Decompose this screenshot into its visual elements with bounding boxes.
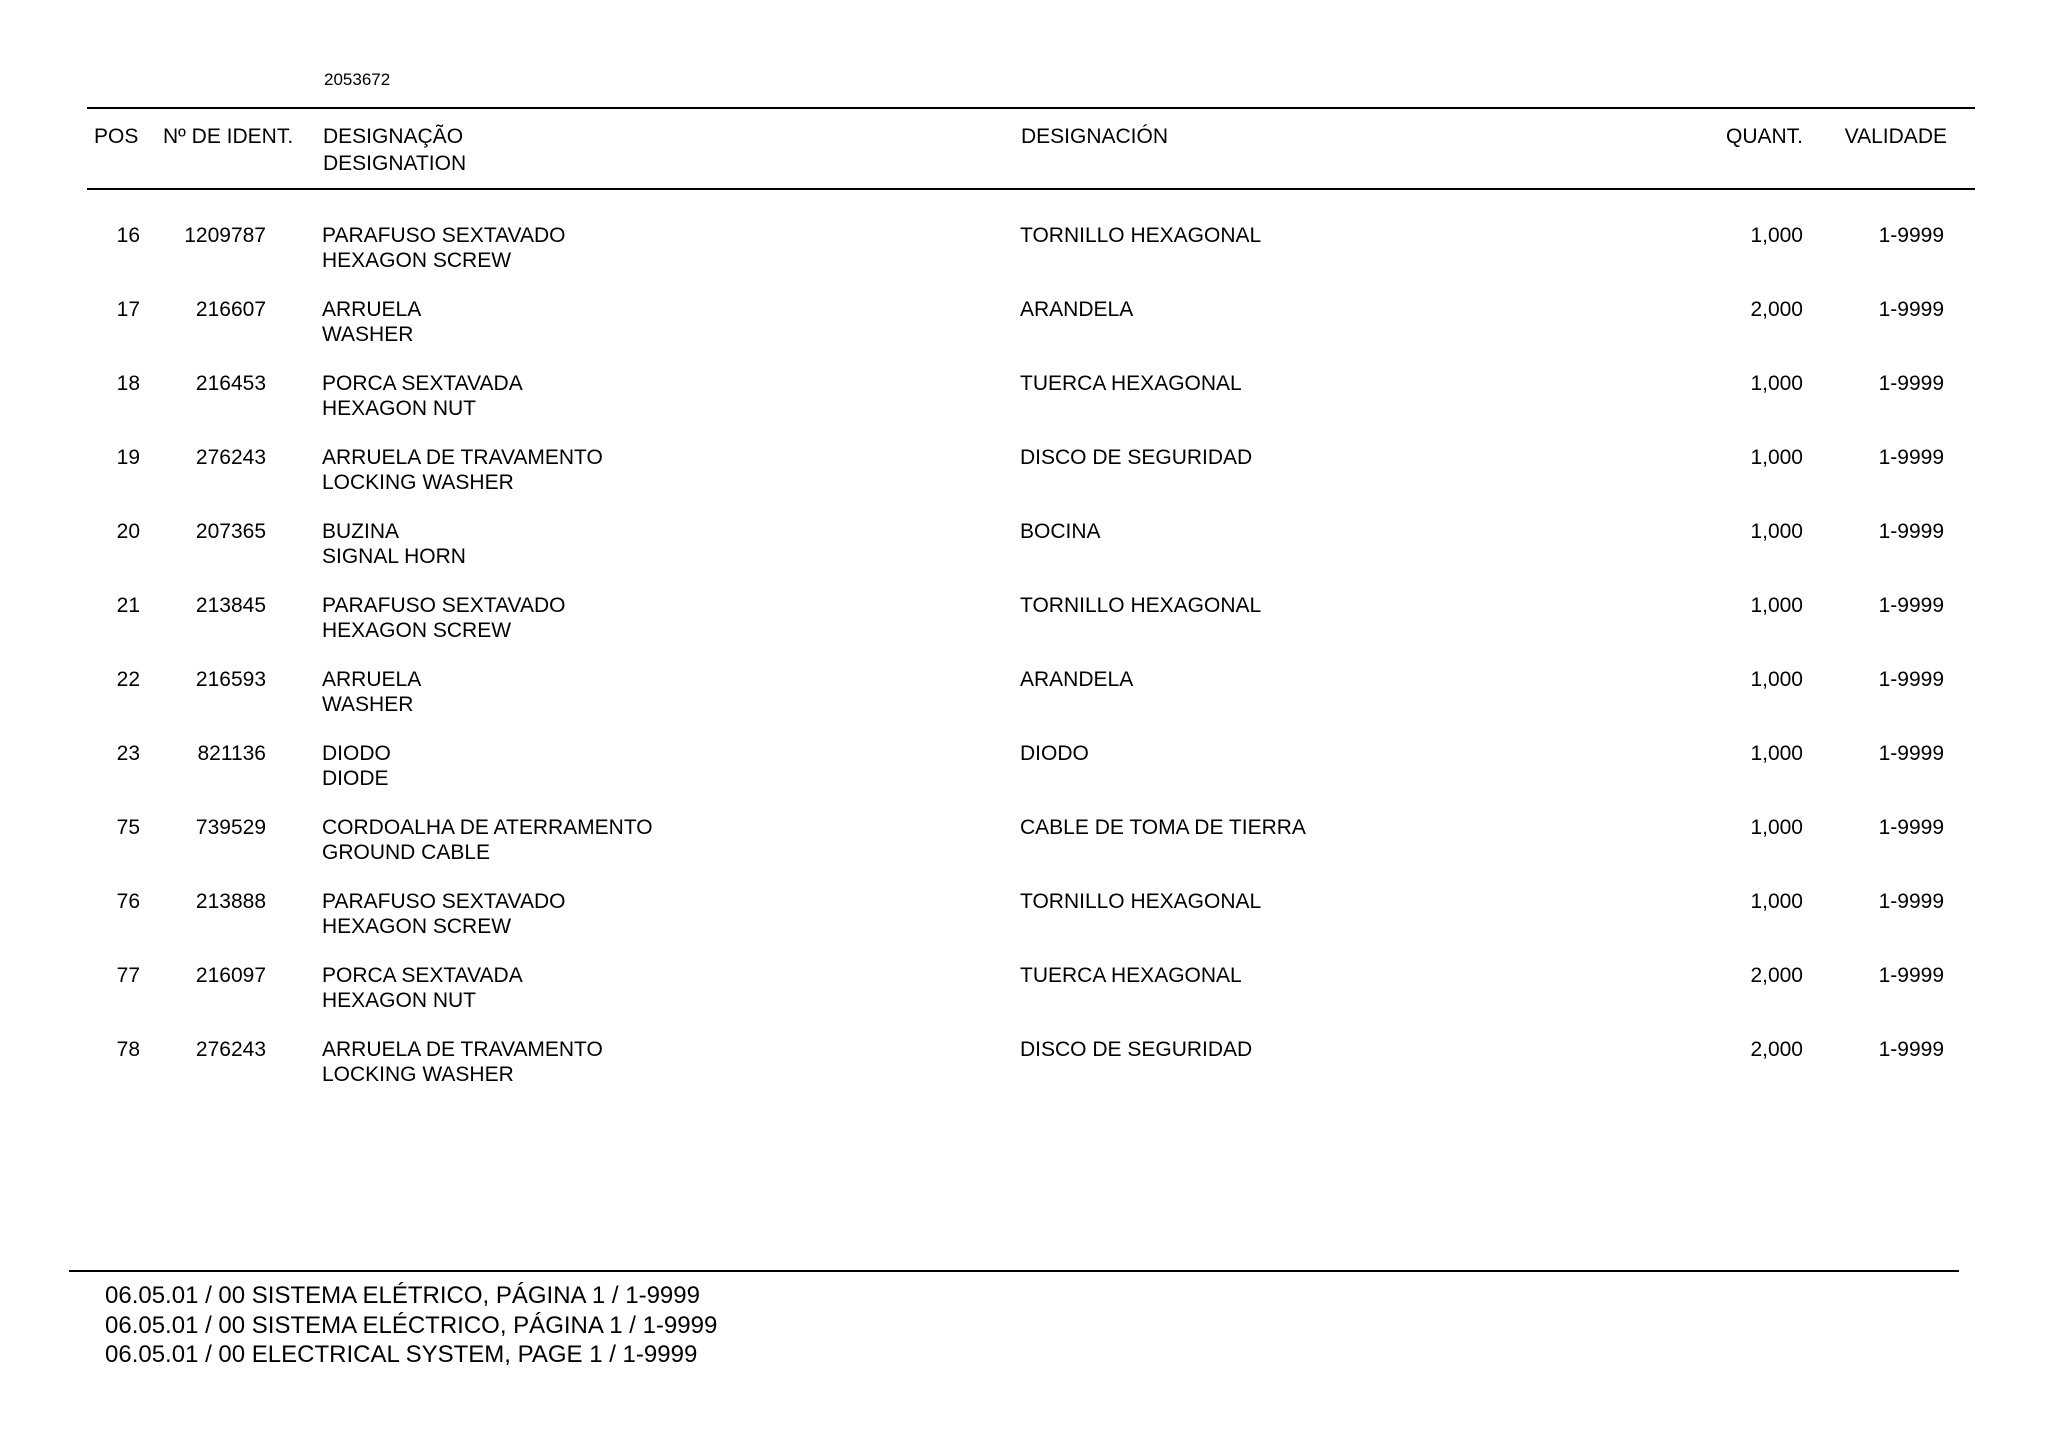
column-header-pos: POS [94,125,139,148]
cell-designacion-es: DISCO DE SEGURIDAD [1020,1038,1253,1061]
cell-quant: 1,000 [1750,890,1803,913]
table-row [0,667,2048,741]
cell-designacao-pt: DIODO [322,742,391,765]
cell-validade: 1-9999 [1878,816,1944,839]
column-header-designation [323,123,466,177]
cell-designation-en: HEXAGON SCREW [322,915,512,938]
table-row [0,223,2048,297]
cell-pos: 21 [116,594,140,617]
cell-designation-en: SIGNAL HORN [322,545,466,568]
cell-designation [322,741,391,791]
header-bottom-rule [87,188,1975,190]
column-header-designacao: DESIGNAÇÃO [323,125,464,148]
cell-designation [322,1037,603,1087]
cell-ident: 216607 [195,298,266,321]
cell-designacao-pt: PARAFUSO SEXTAVADO [322,890,566,913]
cell-ident: 216593 [195,668,266,691]
column-header-designation-en: DESIGNATION [323,152,467,175]
cell-ident: 216453 [195,372,266,395]
cell-designacao-pt: PARAFUSO SEXTAVADO [322,224,566,247]
cell-designation-en: HEXAGON NUT [322,989,477,1012]
cell-designacao-pt: BUZINA [322,520,400,543]
cell-designacion-es: ARANDELA [1020,668,1134,691]
cell-ident: 276243 [195,1038,266,1061]
cell-quant: 1,000 [1750,816,1803,839]
cell-pos: 78 [116,1038,140,1061]
cell-pos: 77 [116,964,140,987]
header-top-rule [87,107,1975,109]
table-row [0,815,2048,889]
column-header-ident: Nº DE IDENT. [163,125,294,148]
cell-pos: 23 [116,742,140,765]
cell-validade: 1-9999 [1878,372,1944,395]
column-header-validade: VALIDADE [1844,125,1947,148]
footer-line-en: 06.05.01 / 00 ELECTRICAL SYSTEM, PAGE 1 / 1-9999 [105,1341,698,1368]
cell-designation [322,297,421,347]
cell-ident: 739529 [195,816,266,839]
cell-designation-en: GROUND CABLE [322,841,491,864]
footer-line-pt: 06.05.01 / 00 SISTEMA ELÉTRICO, PÁGINA 1 / 1-9999 [105,1282,700,1309]
table-row [0,371,2048,445]
table-row [0,1037,2048,1111]
cell-designacao-pt: ARRUELA [322,668,422,691]
cell-ident: 821136 [197,742,266,765]
cell-pos: 17 [116,298,140,321]
cell-pos: 22 [116,668,140,691]
cell-designacion-es: BOCINA [1020,520,1101,543]
cell-validade: 1-9999 [1878,224,1944,247]
column-header-quant: QUANT. [1725,125,1803,148]
parts-table-body [0,223,2048,1111]
cell-designation-en: WASHER [322,693,414,716]
cell-pos: 20 [116,520,140,543]
table-row [0,297,2048,371]
cell-designacao-pt: CORDOALHA DE ATERRAMENTO [322,816,653,839]
cell-designation [322,815,653,865]
cell-designacion-es: DIODO [1020,742,1089,765]
cell-designation-en: DIODE [322,767,389,790]
table-row [0,889,2048,963]
cell-quant: 1,000 [1750,594,1803,617]
cell-designation [322,223,566,273]
cell-quant: 2,000 [1750,298,1803,321]
cell-pos: 19 [116,446,140,469]
cell-designacao-pt: ARRUELA [322,298,422,321]
cell-designation [322,371,523,421]
cell-quant: 2,000 [1750,964,1803,987]
table-row [0,593,2048,667]
table-row [0,741,2048,815]
cell-quant: 1,000 [1750,224,1803,247]
cell-designation [322,593,566,643]
cell-quant: 1,000 [1750,520,1803,543]
cell-designation-en: HEXAGON SCREW [322,249,512,272]
cell-quant: 1,000 [1750,446,1803,469]
footer-rule [69,1270,1959,1272]
cell-ident: 213888 [195,890,266,913]
column-header-designacion: DESIGNACIÓN [1021,125,1169,148]
cell-designation-en: WASHER [322,323,414,346]
cell-designacion-es: TORNILLO HEXAGONAL [1020,594,1262,617]
document-id: 2053672 [324,70,391,89]
footer-line-es: 06.05.01 / 00 SISTEMA ELÉCTRICO, PÁGINA 1 / 1-9999 [105,1311,718,1339]
cell-validade: 1-9999 [1878,298,1944,321]
cell-ident: 1209787 [184,224,266,247]
cell-designacion-es: TORNILLO HEXAGONAL [1020,224,1262,247]
cell-designacao-pt: ARRUELA DE TRAVAMENTO [322,1038,603,1061]
footer [105,1281,717,1370]
cell-quant: 1,000 [1750,668,1803,691]
cell-designation-en: LOCKING WASHER [322,1063,514,1086]
cell-ident: 207365 [195,520,266,543]
cell-pos: 18 [116,372,140,395]
cell-validade: 1-9999 [1878,890,1944,913]
cell-pos: 16 [116,224,140,247]
cell-designation-en: HEXAGON SCREW [322,619,512,642]
cell-ident: 213845 [195,594,266,617]
cell-designation-en: LOCKING WASHER [322,471,514,494]
cell-pos: 76 [116,890,140,913]
table-row [0,519,2048,593]
cell-designation-en: HEXAGON NUT [322,397,477,420]
cell-designation [322,963,523,1013]
cell-validade: 1-9999 [1878,520,1944,543]
cell-designacao-pt: PORCA SEXTAVADA [322,964,523,987]
cell-ident: 276243 [195,446,266,469]
cell-designation [322,445,603,495]
cell-quant: 1,000 [1750,742,1803,765]
cell-designation [322,519,466,569]
cell-validade: 1-9999 [1878,668,1944,691]
cell-ident: 216097 [195,964,266,987]
cell-designacion-es: DISCO DE SEGURIDAD [1020,446,1253,469]
cell-quant: 2,000 [1750,1038,1803,1061]
table-row [0,445,2048,519]
cell-quant: 1,000 [1750,372,1803,395]
cell-validade: 1-9999 [1878,594,1944,617]
cell-validade: 1-9999 [1878,964,1944,987]
cell-pos: 75 [116,816,140,839]
cell-designacion-es: CABLE DE TOMA DE TIERRA [1020,816,1306,839]
cell-validade: 1-9999 [1878,1038,1944,1061]
table-row [0,963,2048,1037]
cell-validade: 1-9999 [1878,446,1944,469]
cell-designation [322,889,566,939]
cell-designacion-es: TUERCA HEXAGONAL [1020,372,1242,395]
cell-validade: 1-9999 [1878,742,1944,765]
cell-designacao-pt: PORCA SEXTAVADA [322,372,523,395]
cell-designacao-pt: ARRUELA DE TRAVAMENTO [322,446,603,469]
cell-designation [322,667,421,717]
cell-designacion-es: TORNILLO HEXAGONAL [1020,890,1262,913]
cell-designacion-es: TUERCA HEXAGONAL [1020,964,1242,987]
cell-designacao-pt: PARAFUSO SEXTAVADO [322,594,566,617]
cell-designacion-es: ARANDELA [1020,298,1134,321]
